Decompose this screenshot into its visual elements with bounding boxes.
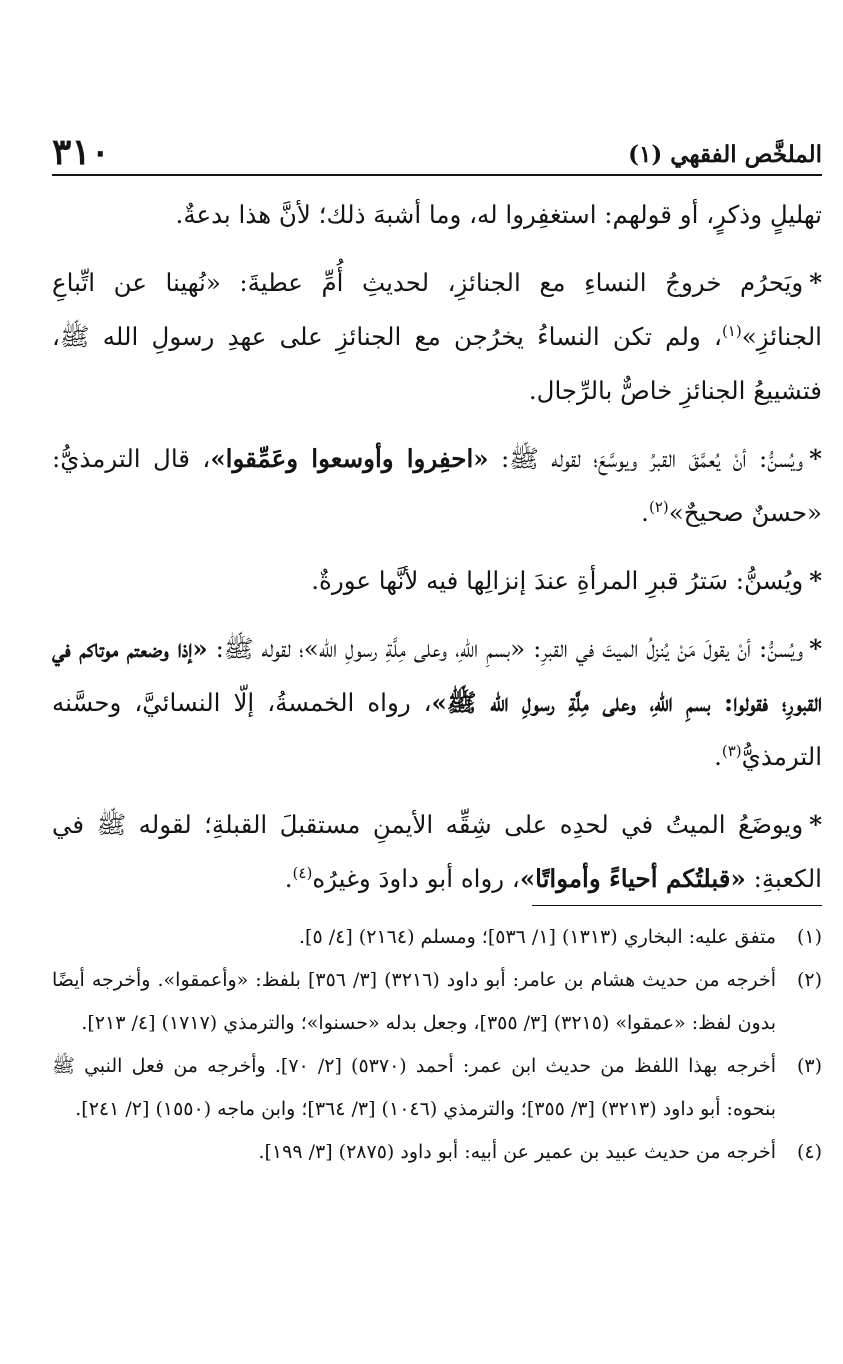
bullet-star: *	[809, 566, 822, 595]
main-text	[52, 188, 822, 920]
paragraph-text: ويوضَعُ الميتُ في لحدِه على شِقِّه الأيمنِ مستقبلَ القبلةِ؛ لقوله ﷺ في الكعبةِ:	[52, 810, 822, 893]
paragraph	[52, 798, 822, 906]
paragraph	[52, 256, 822, 418]
paragraph-text: ويُسنُّ: سَترُ قبرِ المرأةِ عندَ إنزالِها فيه لأنَّها عورةٌ.	[311, 566, 804, 595]
footnote-text: أخرجه بهذا اللفظ من حديث ابن عمر: أحمد (٥٣٧٠) [٢/ ٧٠]. وأخرجه من فعل النبي ﷺ بنحوه: أبو داود (٣٢١٣) [٣/ ٣٥٥]؛ والترمذي (١٠٤٦) [٣/ ٣٦٤]؛ وابن ماجه (١٥٥٠) [٢/ ٢٤١].	[52, 1055, 776, 1120]
paragraph	[52, 432, 822, 540]
footnote-number: (٤)	[796, 1141, 822, 1163]
footnote-number: (٢)	[796, 969, 822, 991]
paragraph-text: ، رواه أبو داودَ وغيرُه	[312, 864, 520, 893]
paragraph	[52, 554, 822, 608]
bullet-star: *	[809, 444, 822, 473]
footnote-text: أخرجه من حديث هشام بن عامر: أبو داود (٣٢١٦) [٣/ ٣٥٦] بلفظ: «وأعمقوا». وأخرجه أيضًا بدون لفظ: «عمقوا» (٣٢١٥) [٣/ ٣٥٥]، وجعل بدله «حسنوا»؛ والترمذي (١٧١٧) [٤/ ٢١٣].	[52, 969, 776, 1034]
footnote-text: أخرجه من حديث عبيد بن عمير عن أبيه: أبو داود (٢٨٧٥) [٣/ ١٩٩].	[258, 1141, 776, 1163]
bullet-star: *	[809, 810, 822, 839]
paragraph-text: تهليلٍ وذكرٍ، أو قولهم: استغفِروا له، وما أشبهَ ذلك؛ لأنَّ هذا بدعةٌ.	[175, 200, 822, 229]
footnote	[52, 1045, 822, 1131]
running-title: الملخَّص الفقهي (١)	[628, 141, 822, 168]
page-header	[52, 128, 822, 176]
footnote	[52, 916, 822, 959]
footnote-reference: (٤)	[292, 863, 313, 882]
footnote-reference: (٣)	[721, 741, 742, 760]
paragraph-text: .	[641, 498, 649, 527]
bullet-star: *	[809, 268, 822, 297]
paragraph-text: ، رواه الخمسةُ، إلّا النسائيَّ، وحسَّنه الترمذيُّ	[52, 688, 822, 771]
paragraph-text: ويُسنُّ: أنْ يُعمَّقَ القبرُ ويوسَّعَ؛ لقوله ﷺ:	[488, 444, 804, 473]
footnote	[52, 959, 822, 1045]
hadith-quote: «احفِروا وأوسعوا وعَمِّقوا»	[210, 444, 489, 473]
page-number: ٣١٠	[52, 131, 111, 173]
hadith-quote: «إذا وضعتم موتاكم في القبورِ؛ فقولوا: بسمِ اللّٰهِ، وعلى مِلَّةِ رسولِ الله ﷺ»	[52, 634, 822, 717]
book-page	[52, 0, 822, 1364]
footnote-number: (٣)	[796, 1055, 822, 1077]
bullet-star: *	[809, 634, 822, 663]
hadith-quote: «قبلتُكم أحياءً وأمواتًا»	[519, 864, 746, 893]
paragraph	[52, 622, 822, 784]
paragraph	[52, 188, 822, 242]
paragraph-text: .	[284, 864, 293, 893]
footnote	[52, 1131, 822, 1174]
footnote-divider	[532, 905, 822, 906]
paragraph-text: ويُسنُّ: أنْ يقولَ مَنْ يُنزلُ الميتَ في القبرِ: «بسمِ اللّٰهِ، وعلى مِلَّةِ رسولِ الله»؛ لقوله ﷺ:	[207, 634, 804, 663]
paragraph-text: ، قال الترمذيُّ: «حسنٌ صحيحٌ»	[52, 444, 822, 527]
footnote-text: متفق عليه: البخاري (١٣١٣) [١/ ٥٣٦]؛ ومسلم (٢١٦٤) [٤/ ٥].	[299, 926, 776, 948]
footnote-reference: (٢)	[648, 497, 669, 516]
paragraph-text: .	[714, 742, 722, 771]
paragraph-text: ويَحرُم خروجُ النساءِ مع الجنائزِ، لحديثِ أُمِّ عطيةَ: «نُهينا عن اتِّباعِ الجنائزِ»	[52, 268, 822, 351]
paragraph-text: ، ولم تكن النساءُ يخرُجن مع الجنائزِ على عهدِ رسولِ الله ﷺ، فتشييعُ الجنائزِ خاصٌّ بالرِّجال.	[52, 322, 822, 405]
footnotes	[52, 916, 822, 1174]
footnote-number: (١)	[796, 926, 822, 948]
footnote-reference: (١)	[721, 321, 742, 340]
